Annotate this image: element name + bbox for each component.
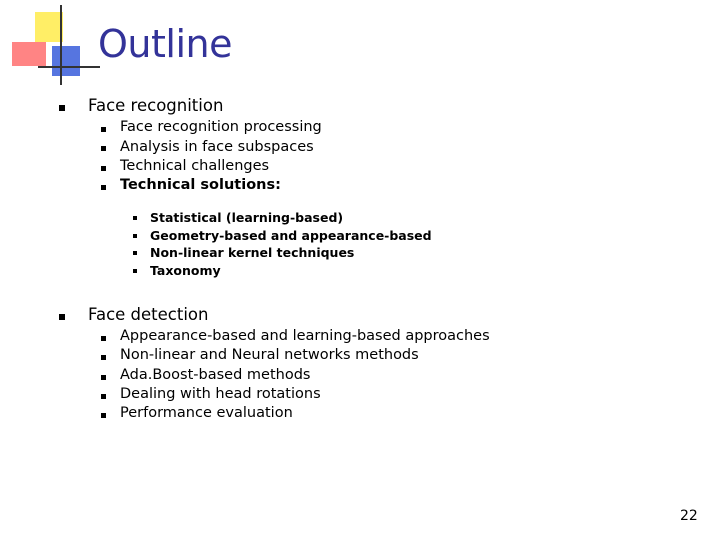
bullet-icon: [101, 413, 106, 418]
list-item: Appearance-based and learning-based approaches: [120, 328, 490, 344]
bullet-icon: [101, 375, 106, 380]
list-item: Ada.Boost-based methods: [120, 367, 311, 383]
bullet-icon: [101, 166, 106, 171]
bullet-icon: [133, 234, 137, 238]
bullet-icon: [101, 394, 106, 399]
corner-decoration-graphic: [0, 0, 100, 100]
bullet-icon: [133, 269, 137, 273]
list-item: Performance evaluation: [120, 405, 293, 421]
list-item: Technical challenges: [120, 158, 270, 174]
slide-title: Outline: [98, 22, 232, 66]
bullet-icon: [101, 355, 106, 360]
bullet-icon: [101, 146, 106, 151]
bullet-icon: [101, 336, 106, 341]
list-item: Non-linear and Neural networks methods: [120, 347, 419, 363]
bullet-icon: [133, 216, 137, 220]
list-item: Dealing with head rotations: [120, 386, 321, 402]
bullet-icon: [59, 314, 65, 320]
sub-list-item: Taxonomy: [150, 262, 221, 278]
list-item: Technical solutions:: [120, 177, 281, 193]
list-item: Analysis in face subspaces: [120, 138, 314, 155]
bullet-icon: [101, 185, 106, 190]
section-face-detection: Face detection: [88, 305, 209, 324]
sub-list-item: Geometry-based and appearance-based: [150, 227, 432, 243]
bullet-icon: [101, 127, 106, 132]
sub-list-item: Statistical (learning-based): [150, 210, 344, 225]
list-item: Face recognition processing: [120, 119, 322, 135]
bullet-icon: [59, 105, 65, 111]
section-face-recognition: Face recognition: [88, 96, 224, 115]
sub-list-item: Non-linear kernel techniques: [150, 245, 355, 260]
bullet-icon: [133, 251, 137, 255]
page-number: 22: [680, 508, 698, 524]
